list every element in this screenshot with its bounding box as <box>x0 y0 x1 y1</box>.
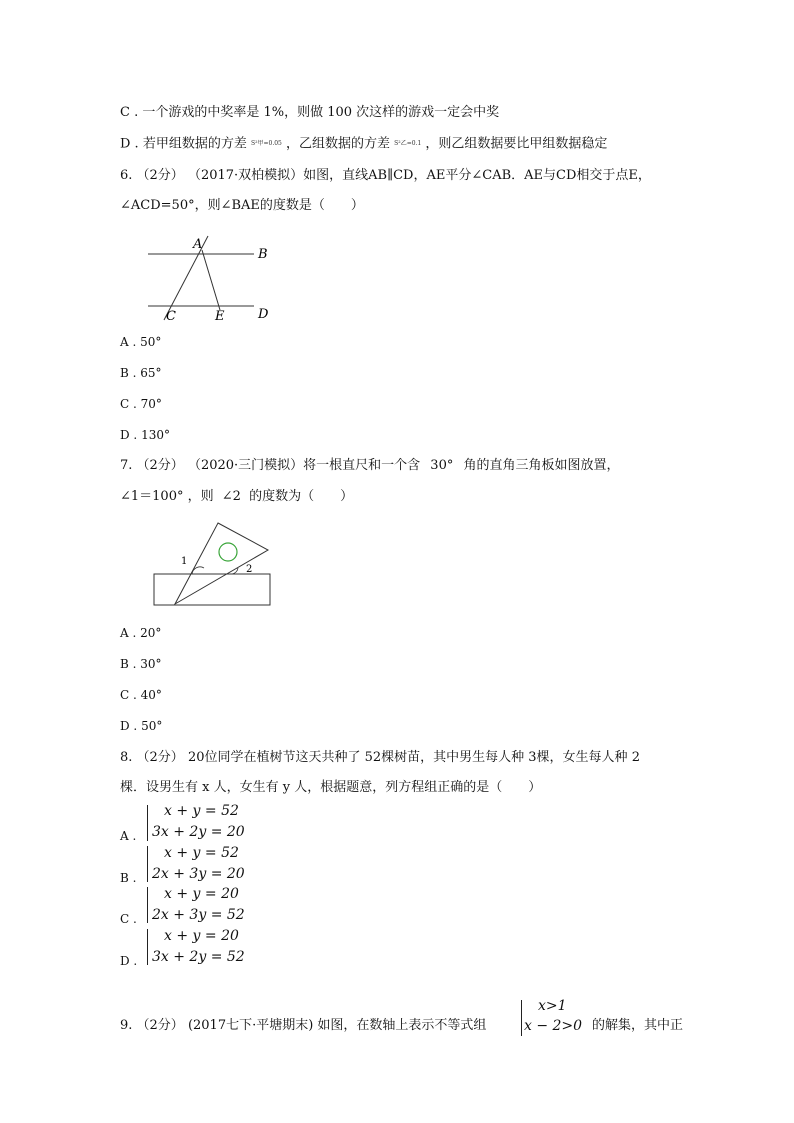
q5-option-c: C . 一个游戏的中奖率是 1%，则做 100 次这样的游戏一定会中奖 <box>120 105 500 120</box>
q7-angle2: ∠2 <box>221 489 241 504</box>
q8-option-c-label: C . <box>120 912 137 926</box>
q8-option-a-label: A . <box>120 829 137 843</box>
q6-stem-line2: ∠ACD=50°，则∠BAE的度数是（ ） <box>120 198 364 213</box>
q5-option-d-prefix: D . 若甲组数据的方差 <box>120 136 247 152</box>
q7-option-a: A . 20° <box>120 626 162 640</box>
q7-angle-30: 30° <box>430 458 454 473</box>
triangle-hole <box>219 543 237 561</box>
q8-option-b-label: B . <box>120 871 137 885</box>
q7-option-d: D . 50° <box>120 719 163 733</box>
q8-option-d-label: D . <box>120 954 138 968</box>
q7-figure <box>150 520 280 610</box>
label-b: B <box>258 247 268 262</box>
q5-variance-yi: S²乙=0.1 <box>394 140 422 147</box>
q8-d-eq1: x + y = 20 <box>164 928 239 944</box>
q8-stem-line2: 棵．设男生有 x 人，女生有 y 人，根据题意，列方程组正确的是（ ） <box>120 780 542 795</box>
label-a: A <box>193 237 203 252</box>
q7-ask: 的度数为（ ） <box>249 489 354 504</box>
q8-b-eq1: x + y = 52 <box>164 845 239 861</box>
label-e: E <box>215 309 225 324</box>
label-angle-2: 2 <box>246 564 253 575</box>
q9-stem-suffix: 的解集，其中正 <box>592 1018 684 1033</box>
q6-option-c: C . 70° <box>120 397 162 411</box>
q5-variance-jia: S²甲=0.05 <box>250 140 282 147</box>
q6-figure <box>140 232 280 324</box>
q6-option-d: D . 130° <box>120 428 170 442</box>
triangle-board <box>175 523 268 604</box>
label-d: D <box>258 307 269 322</box>
q8-c-eq2: 2x + 3y = 52 <box>152 907 245 923</box>
q7-stem-suffix: 角的直角三角板如图放置， <box>463 458 620 473</box>
label-c: C <box>166 309 176 324</box>
q6-stem-line1: 6. （2分） （2017·双柏模拟）如图，直线AB∥CD，AE平分∠CAB．AE与CD相交于点E， <box>120 168 651 183</box>
q8-d-eq2: 3x + 2y = 52 <box>152 949 245 965</box>
ruler <box>154 574 270 605</box>
q7-option-c: C . 40° <box>120 688 162 702</box>
q5-option-d-middle: ，乙组数据的方差 <box>286 136 391 152</box>
q5-option-d <box>120 135 607 154</box>
q8-stem-line1: 8. （2分） 20位同学在植树节这天共种了 52棵树苗，其中男生每人种 3棵，女生每人种 2 <box>120 750 640 765</box>
q8-a-eq1: x + y = 52 <box>164 803 239 819</box>
q8-b-eq2: 2x + 3y = 20 <box>152 866 245 882</box>
q9-ineq1: x>1 <box>538 998 567 1014</box>
q7-stem-line2 <box>120 488 353 506</box>
q6-option-b: B . 65° <box>120 366 162 380</box>
segment-ae <box>202 250 220 310</box>
q6-option-a: A . 50° <box>120 335 162 349</box>
q9-ineq2: x − 2>0 <box>524 1018 583 1034</box>
q7-then: ，则 <box>187 489 214 504</box>
q7-stem-prefix: 7. （2分） （2020·三门模拟）将一根直尺和一个含 <box>120 458 421 473</box>
q8-a-eq2: 3x + 2y = 20 <box>152 824 245 840</box>
q7-angle1-value: ∠1＝100° <box>120 489 184 504</box>
q7-stem-line1 <box>120 457 620 475</box>
q5-option-d-suffix: ，则乙组数据要比甲组数据稳定 <box>425 136 608 152</box>
label-angle-1: 1 <box>181 556 188 567</box>
q7-option-b: B . 30° <box>120 657 162 671</box>
q8-c-eq1: x + y = 20 <box>164 886 239 902</box>
q9-stem-prefix: 9. （2分） (2017七下·平塘期末) 如图，在数轴上表示不等式组 <box>120 1018 487 1033</box>
